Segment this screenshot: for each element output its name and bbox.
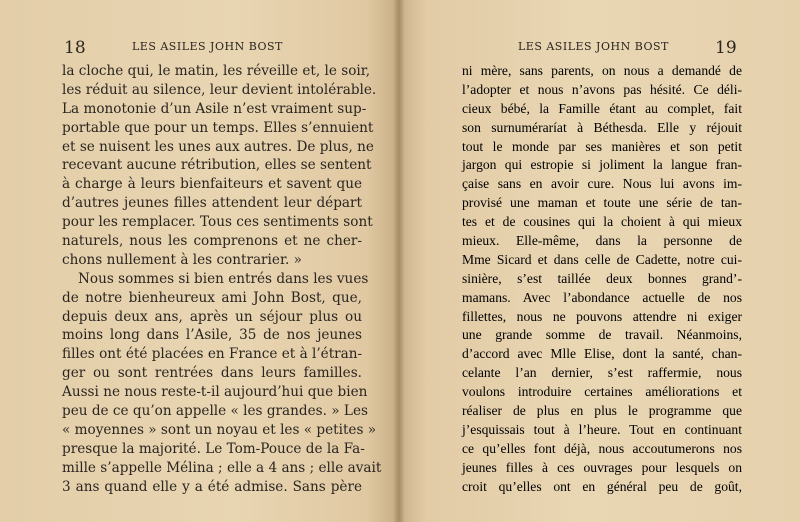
text-line: fillettes, nous ne pouvons attendre ni exiger (462, 308, 742, 324)
text-line: mamans. Avec l’abondance actuelle de nos (462, 289, 742, 305)
right-page-body (462, 62, 742, 496)
left-page (0, 0, 398, 522)
text-line: chons nullement à les contrarier. » (62, 251, 302, 268)
text-line: réaliser de plus en plus le programme que (462, 403, 742, 419)
text-line: jeunes filles à ces ouvrages pour lesquels on (462, 459, 742, 475)
book-gutter (393, 0, 405, 522)
text-line: provisé une maman et toute une série de tan- (462, 195, 742, 211)
text-line: jargon qui estropie si joliment la langue fran- (462, 157, 742, 173)
text-line: voulons introduire certaines améliorations et (462, 384, 742, 400)
text-line: ger ou sont rentrées dans leurs familles. (62, 365, 362, 382)
text-line: presque la majorité. Le Tom-Pouce de la Fa- (62, 440, 365, 457)
page-number-left: 18 (64, 38, 86, 58)
left-page-body (62, 62, 382, 496)
text-line: peu de ce qu’on appelle « les grandes. » Les (62, 403, 368, 420)
text-line: cieux bébé, la Famille étant au complet, fait (462, 100, 742, 116)
text-line: croit qu’elles ont en général peu de goût, (462, 478, 742, 494)
text-line: portable que pour un temps. Elles s’ennuient (62, 119, 374, 136)
text-line: Nous sommes si bien entrés dans les vues (78, 270, 369, 287)
text-line: pour les remplacer. Tous ces sentiments sont (62, 214, 373, 231)
text-line: à charge à leurs bienfaiteurs et savent que (62, 176, 362, 193)
text-line: ce qu’elles font déjà, nous accoutumerons nos (462, 440, 742, 456)
text-line: et se nuisent les unes aux autres. De plus, ne (62, 138, 374, 155)
text-line: celante l’an dernier, s’est raffermie, nous (462, 365, 742, 381)
text-line: tout le monde par ses manières et son petit (462, 138, 742, 154)
text-line: l’adopter et nous n’avons pas hésité. Ce déli- (462, 81, 742, 97)
text-line: moins long dans l’Asile, 35 de nos jeunes (62, 327, 362, 344)
text-line: les réduit au silence, leur devient intolérable. (62, 81, 377, 98)
text-line: filles ont été placées en France et à l’étran- (62, 346, 363, 363)
page-number-right: 19 (715, 38, 737, 58)
text-line: tes et de cousines qui la choient à qui mieux (462, 214, 742, 230)
text-line: depuis deux ans, après un séjour plus ou (62, 308, 362, 325)
text-line: « moyennes » sont un noyau et les « petites » (62, 421, 377, 438)
text-line: de notre bienheureux ami John Bost, que, (62, 289, 362, 306)
text-line: la cloche qui, le matin, les réveille et, le soir, (62, 63, 371, 79)
text-line: çaise sans en avoir cure. Nous lui avons im- (462, 176, 742, 192)
text-line: mille s’appelle Mélina ; elle a 4 ans ; elle avait (62, 459, 382, 476)
running-head-right: LES ASILES JOHN BOST (518, 40, 669, 53)
text-line: Mme Sicard et dans celle de Cadette, notre cui- (462, 251, 742, 267)
text-line: j’esquissais tout à l’heure. Tout en continuant (462, 421, 742, 437)
text-line: ni mère, sans parents, on nous a demandé de (462, 63, 742, 78)
text-line: d’autres jeunes filles attendent leur départ (62, 195, 362, 212)
text-line: une grande somme de travail. Néanmoins, (462, 327, 742, 343)
text-line: naturels, nous les comprenons et ne cher- (62, 233, 362, 250)
text-line: mieux. Elle-même, dans la personne de (462, 233, 742, 249)
text-line: recevant aucune rétribution, elles se sentent (62, 157, 372, 174)
text-line: Aussi ne nous reste-t-il aujourd’hui que bien (62, 384, 368, 401)
text-line: La monotonie d’un Asile n’est vraiment sup- (62, 100, 367, 117)
running-head-left: LES ASILES JOHN BOST (132, 40, 283, 53)
text-line: d’accord avec Mlle Elise, dont la santé, chan- (462, 346, 742, 362)
text-line: sinière, s’est taillée deux bonnes grand’- (462, 270, 742, 286)
text-line: 3 ans quand elle y a été admise. Sans père (62, 478, 362, 495)
text-line: son surnuméraríat à Béthesda. Elle y réjouit (462, 119, 742, 135)
